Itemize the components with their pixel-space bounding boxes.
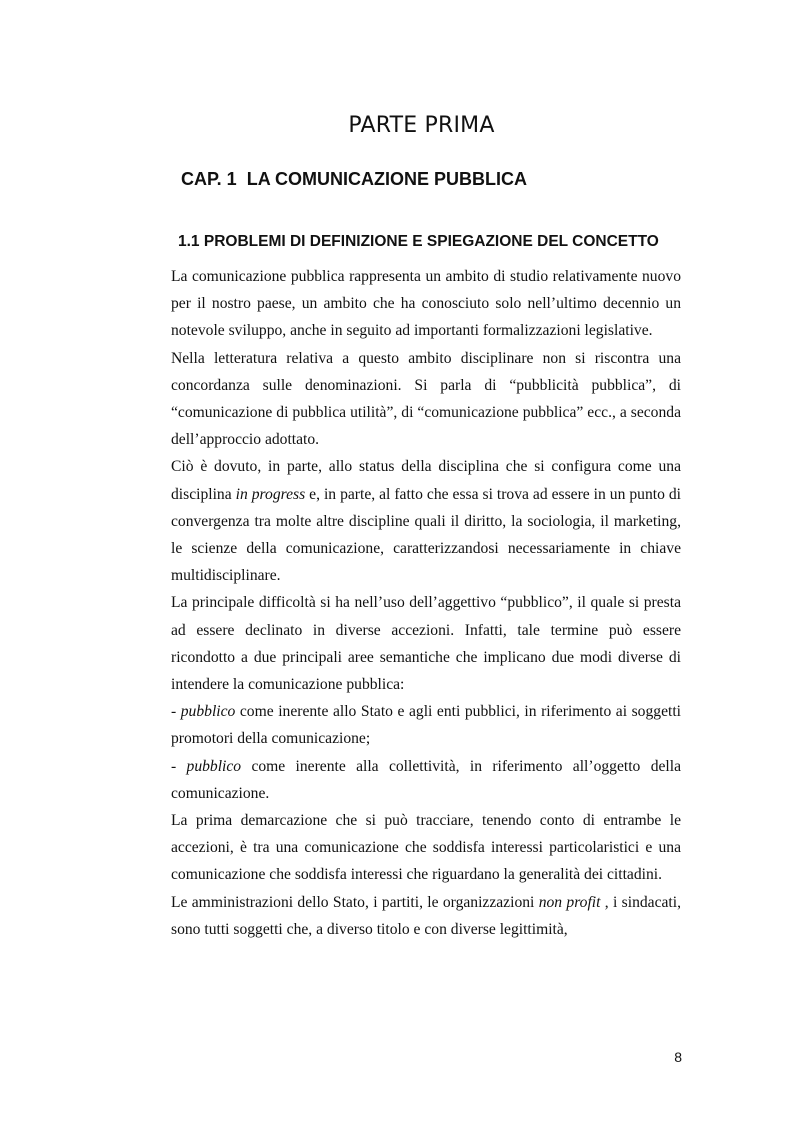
paragraph-1: La comunicazione pubblica rappresenta un ambito di studio relativamente nuovo per il nostro paese, un ambito che ha conosciuto solo nell’ultimo decennio un notevole sviluppo, anche in seguito ad importanti formalizzazioni legislative. [171, 268, 681, 340]
chapter-title: CAP. 1 LA COMUNICAZIONE PUBBLICA [181, 169, 528, 189]
body-text [171, 263, 681, 943]
paragraph-5-dash: - [171, 703, 181, 721]
paragraph-7: La prima demarcazione che si può tracciare, tenendo conto di entrambe le accezioni, è tra una comunicazione che soddisfa interessi particolaristici e una comunicazione che soddisfa interessi che riguardano la generalità dei cittadini. [171, 812, 681, 884]
part-title: PARTE PRIMA [348, 113, 495, 138]
paragraph-8 [171, 889, 681, 943]
page-number: 8 [674, 1049, 682, 1065]
paragraph-6-italic: pubblico [186, 757, 242, 775]
paragraph-6 [171, 753, 681, 807]
section-title: 1.1 PROBLEMI DI DEFINIZIONE E SPIEGAZIONE DEL CONCETTO [178, 233, 659, 250]
paragraph-6-text: come inerente alla collettività, in riferimento all’oggetto della comunicazione. [171, 757, 681, 802]
paragraph-3-text-end: e, in parte, al fatto che essa si trova ad essere in un punto di convergenza tra molte altre discipline quali il diritto, la sociologia, il marketing, le scienze della comunicazione, caratterizzandosi necessariamente in chiave multidisciplinare. [171, 485, 682, 585]
paragraph-6-dash: - [171, 757, 187, 775]
paragraph-3 [171, 453, 681, 589]
paragraph-5-text: come inerente allo Stato e agli enti pubblici, in riferimento ai soggetti promotori della comunicazione; [171, 703, 681, 748]
paragraph-3-italic: in progress [235, 485, 306, 503]
paragraph-2: Nella letteratura relativa a questo ambito disciplinare non si riscontra una concordanza sulle denominazioni. Si parla di “pubblicità pubblica”, di “comunicazione di pubblica utilità”, di “comunicazione pubblica” ecc., a seconda dell’approccio adottato. [171, 349, 681, 449]
paragraph-3-text: Ciò è dovuto, in parte, allo status della disciplina che si configura come una disciplina [171, 458, 681, 503]
paragraph-8-italic: non profit [538, 893, 601, 911]
paragraph-4: La principale difficoltà si ha nell’uso dell’aggettivo “pubblico”, il quale si presta ad essere declinato in diverse accezioni. Infatti, tale termine può essere ricondotto a due principali aree semantiche che implicano due modi diverse di intendere la comunicazione pubblica: [171, 594, 681, 694]
paragraph-5 [171, 698, 681, 752]
paragraph-5-italic: pubblico [180, 703, 236, 721]
paragraph-8-text: Le amministrazioni dello Stato, i partiti, le organizzazioni [171, 893, 539, 911]
paragraph-8-text-end: , i sindacati, sono tutti soggetti che, a diverso titolo e con diverse legittimità, [171, 893, 681, 938]
